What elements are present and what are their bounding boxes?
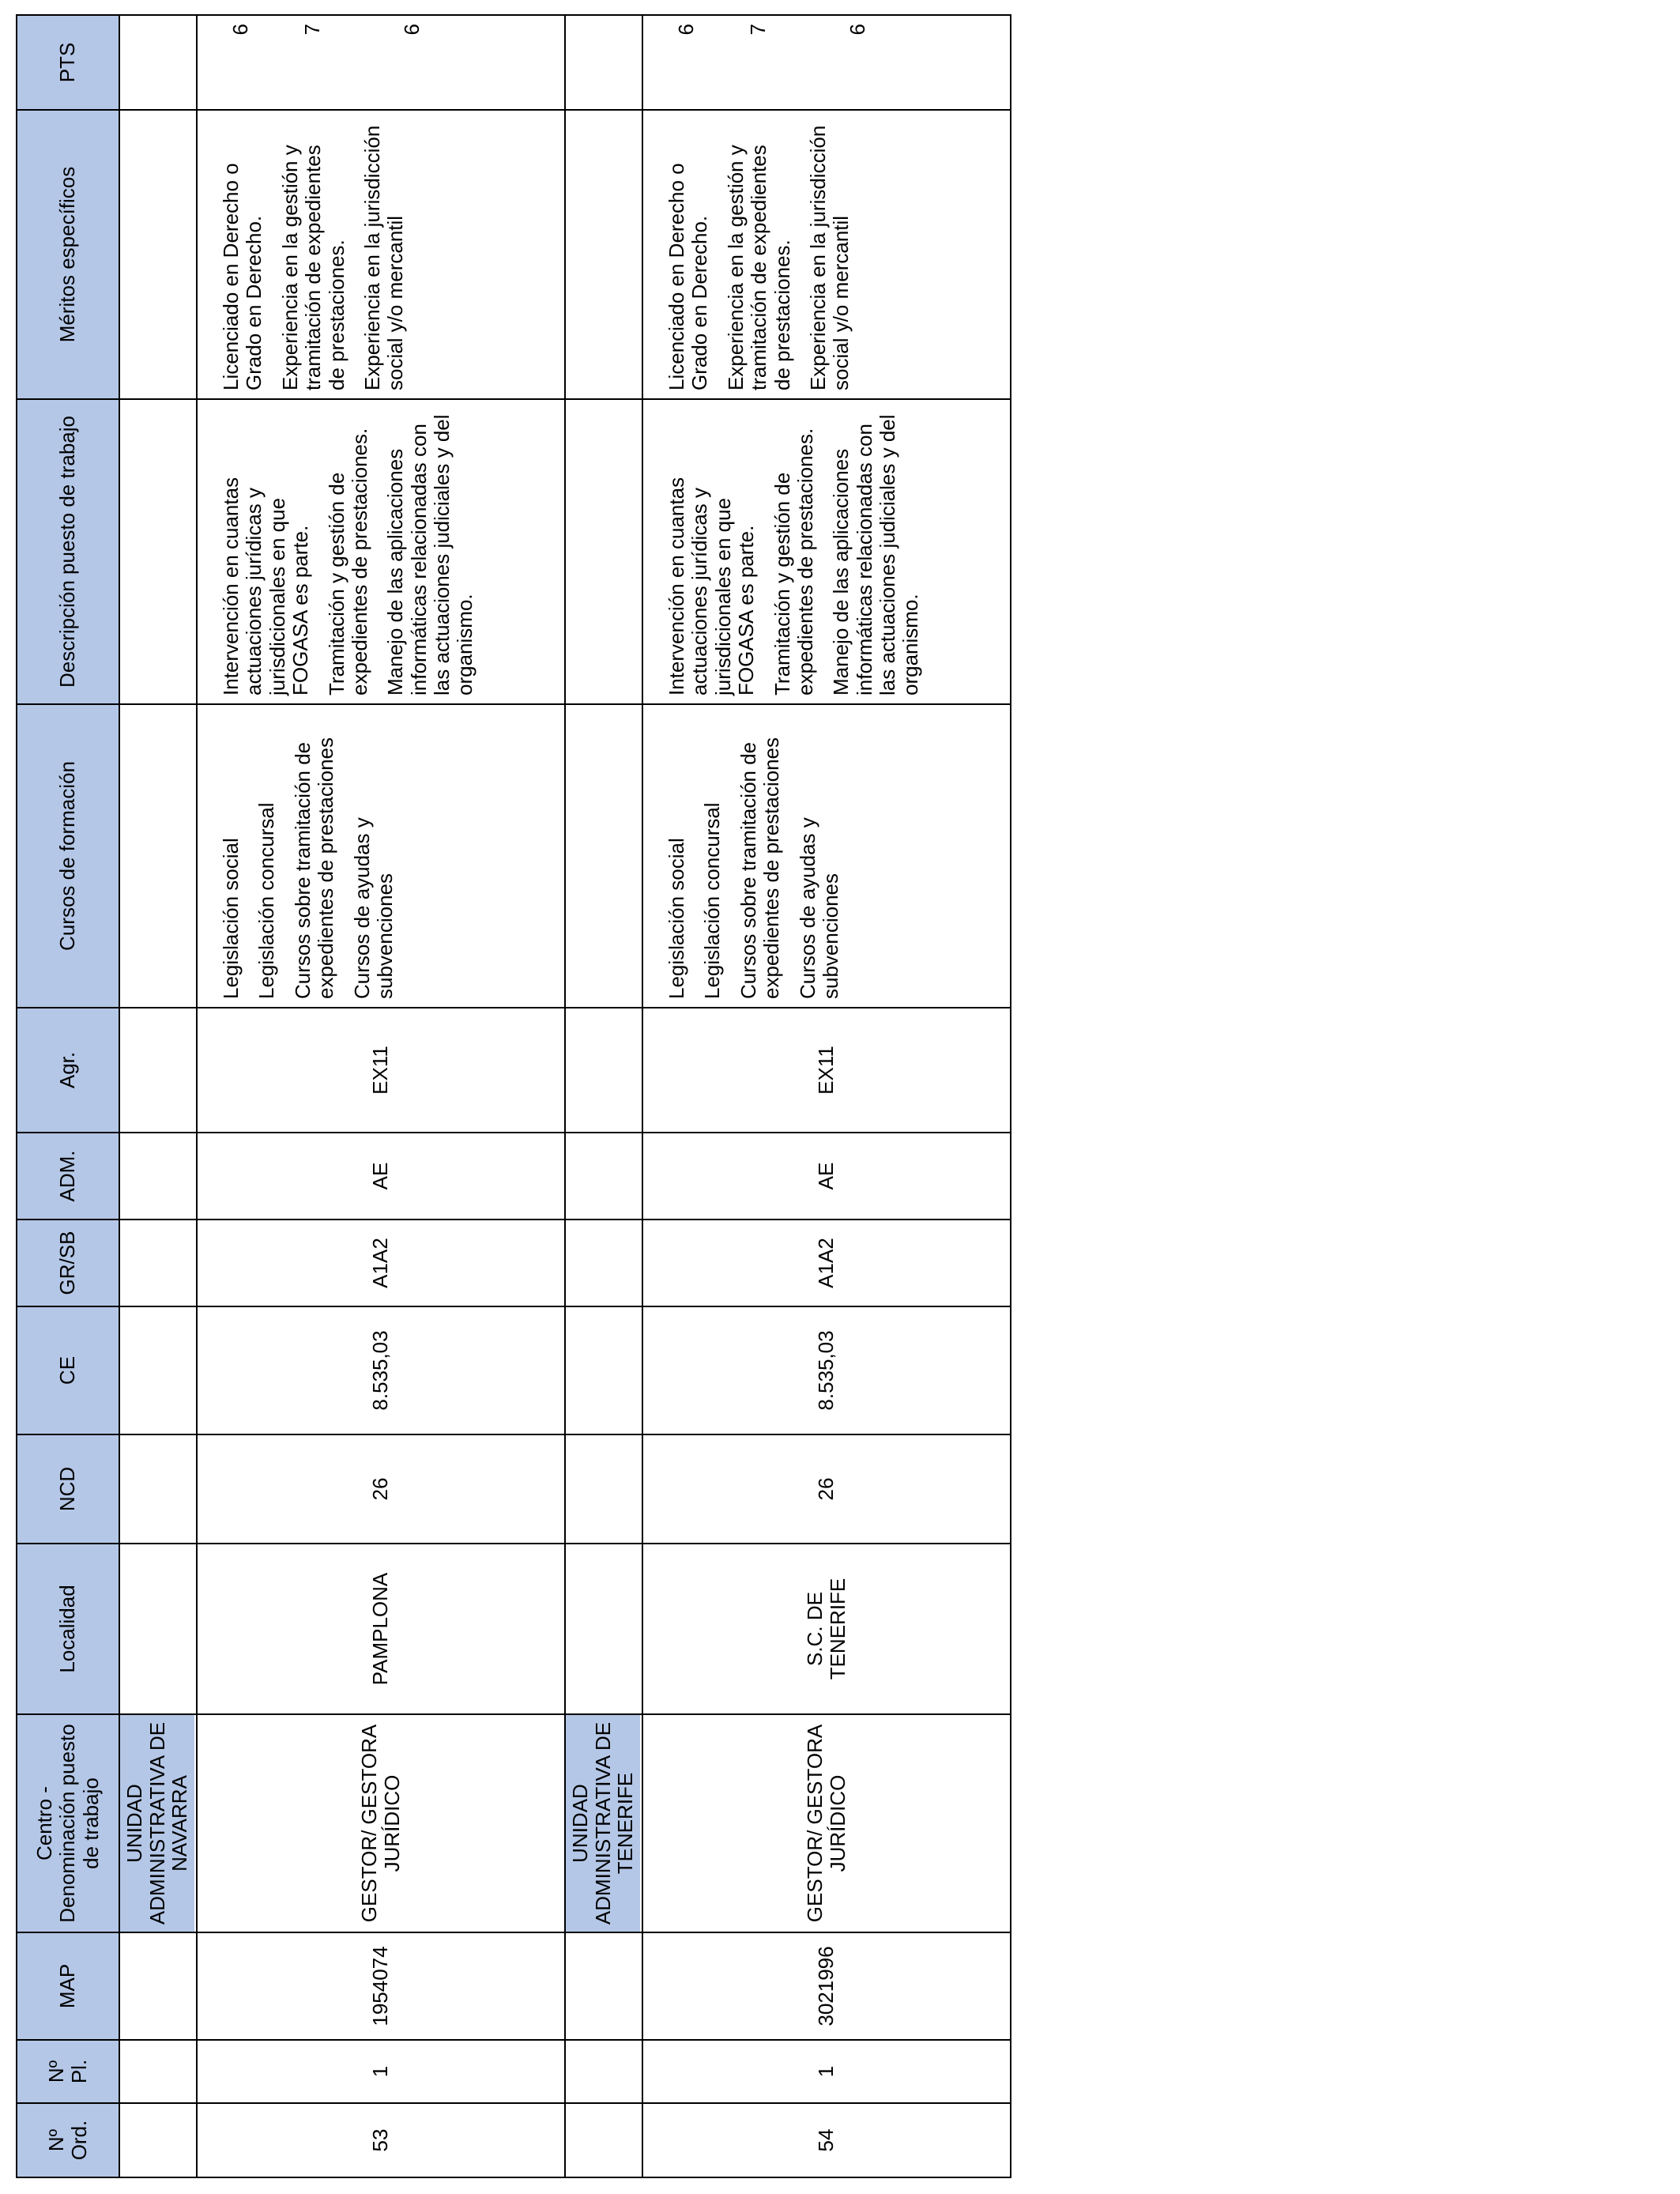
descripcion-item: Manejo de las aplicaciones informáticas relacionadas con las actuaciones judiciales y del organismo. xyxy=(829,414,923,696)
cell-localidad: PAMPLONA xyxy=(197,1544,565,1714)
curso-item: Cursos de ayudas y subvenciones xyxy=(795,817,842,999)
unit-band-row xyxy=(565,15,642,2177)
pts-value: 6 xyxy=(845,24,869,36)
cell-pts xyxy=(642,15,1011,110)
table-row xyxy=(642,15,1011,2177)
pts-value: 7 xyxy=(746,24,770,36)
cell-cursos xyxy=(197,704,565,1008)
cell-ncd: 26 xyxy=(642,1434,1011,1544)
rotated-page xyxy=(16,16,940,2178)
header-localidad: Localidad xyxy=(17,1544,119,1714)
table-row xyxy=(197,15,565,2177)
cell-localidad: S.C. DE TENERIFE xyxy=(642,1544,1011,1714)
header-ord: Nº Ord. xyxy=(17,2103,119,2177)
descripcion-item: Intervención en cuantas actuaciones jurídicas y jurisdicionales en que FOGASA es parte. xyxy=(665,477,759,696)
pts-value: 6 xyxy=(228,24,252,36)
pts-value: 6 xyxy=(674,24,698,36)
descripcion-item: Manejo de las aplicaciones informáticas relacionadas con las actuaciones judiciales y del organismo. xyxy=(383,414,477,696)
cell-map: 1954074 xyxy=(197,1932,565,2040)
merito-item: Experiencia en la gestión y tramitación de expedientes de prestaciones. xyxy=(277,145,348,390)
cell-adm: AE xyxy=(642,1133,1011,1220)
curso-item: Legislación social xyxy=(665,838,688,999)
cell-cursos xyxy=(642,704,1011,1008)
cell-ce: 8.535,03 xyxy=(197,1306,565,1434)
descripcion-item: Intervención en cuantas actuaciones jurídicas y jurisdicionales en que FOGASA es parte. xyxy=(219,477,313,696)
cell-ncd: 26 xyxy=(197,1434,565,1544)
unit-band-row xyxy=(119,15,197,2177)
curso-item: Legislación social xyxy=(219,838,243,999)
cell-map: 3021996 xyxy=(642,1932,1011,2040)
cell-agr: EX11 xyxy=(642,1008,1011,1133)
cell-npl: 1 xyxy=(642,2040,1011,2103)
pts-value: 6 xyxy=(399,24,424,36)
header-grsb: GR/SB xyxy=(17,1220,119,1306)
header-adm: ADM. xyxy=(17,1133,119,1220)
descripcion-item: Tramitación y gestión de expedientes de prestaciones. xyxy=(324,428,371,696)
unit-name: UNIDAD ADMINISTRATIVA DE TENERIFE xyxy=(566,1715,640,1932)
descripcion-item: Tramitación y gestión de expedientes de prestaciones. xyxy=(770,428,817,696)
cell-grsb: A1A2 xyxy=(642,1220,1011,1306)
merito-item: Experiencia en la gestión y tramitación de expedientes de prestaciones. xyxy=(723,145,794,390)
header-meritos: Méritos específicos xyxy=(17,110,119,399)
curso-item: Legislación concursal xyxy=(700,802,725,999)
merito-item: Licenciado en Derecho o Grado en Derecho. xyxy=(219,163,266,390)
curso-item: Legislación concursal xyxy=(254,802,279,999)
cell-adm: AE xyxy=(197,1133,565,1220)
unit-name: UNIDAD ADMINISTRATIVA DE NAVARRA xyxy=(120,1715,194,1932)
positions-table xyxy=(16,14,1011,2178)
cell-descripcion xyxy=(642,399,1011,704)
curso-item: Cursos sobre tramitación de expedientes de prestaciones xyxy=(736,737,784,999)
cell-agr: EX11 xyxy=(197,1008,565,1133)
header-ce: CE xyxy=(17,1306,119,1434)
cell-descripcion xyxy=(197,399,565,704)
header-pts: PTS xyxy=(17,15,119,110)
cell-ord: 53 xyxy=(197,2103,565,2177)
cell-npl: 1 xyxy=(197,2040,565,2103)
curso-item: Cursos sobre tramitación de expedientes de prestaciones xyxy=(290,737,338,999)
cell-ce: 8.535,03 xyxy=(642,1306,1011,1434)
header-ncd: NCD xyxy=(17,1434,119,1544)
cell-puesto: GESTOR/ GESTORA JURÍDICO xyxy=(197,1714,565,1932)
merito-item: Licenciado en Derecho o Grado en Derecho. xyxy=(665,163,712,390)
pts-value: 7 xyxy=(300,24,325,36)
cell-grsb: A1A2 xyxy=(197,1220,565,1306)
cell-puesto: GESTOR/ GESTORA JURÍDICO xyxy=(642,1714,1011,1932)
header-centro: Centro - Denominación puesto de trabajo xyxy=(17,1714,119,1932)
cell-ord: 54 xyxy=(642,2103,1011,2177)
merito-item: Experiencia en la jurisdicción social y/o mercantil xyxy=(805,125,853,390)
header-cursos: Cursos de formación xyxy=(17,704,119,1008)
header-agr: Agr. xyxy=(17,1008,119,1133)
cell-pts xyxy=(197,15,565,110)
cell-meritos xyxy=(197,110,565,399)
header-npl: Nº Pl. xyxy=(17,2040,119,2103)
curso-item: Cursos de ayudas y subvenciones xyxy=(349,817,397,999)
header-row xyxy=(17,15,119,2177)
cell-meritos xyxy=(642,110,1011,399)
header-map: MAP xyxy=(17,1932,119,2040)
header-descripcion: Descripción puesto de trabajo xyxy=(17,399,119,704)
merito-item: Experiencia en la jurisdicción social y/o mercantil xyxy=(360,125,408,390)
